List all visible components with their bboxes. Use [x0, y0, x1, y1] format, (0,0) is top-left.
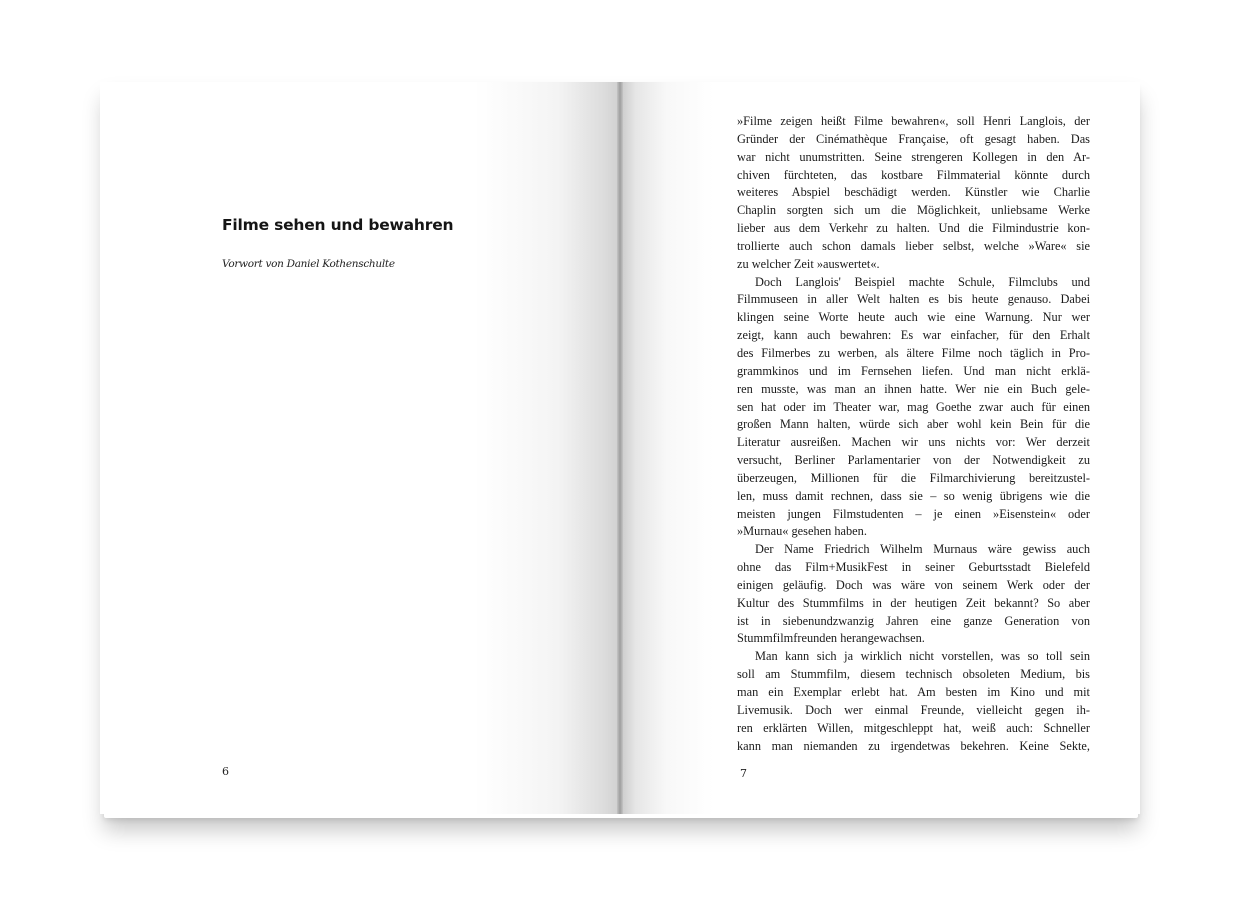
text-line: chiven fürchteten, das kostbare Filmmaterial könnte durch	[737, 167, 1090, 182]
foreword-byline: Vorwort von Daniel Kothenschulte	[222, 258, 395, 270]
text-line: ist in siebenundzwanzig Jahren eine ganze Generation von	[737, 613, 1090, 628]
text-line: Filmmuseen in aller Welt halten es bis heute genauso. Dabei	[737, 292, 1090, 307]
left-page	[100, 82, 620, 814]
text-line: ren erklärten Willen, mitgeschleppt hat, weiß auch: Schneller	[737, 720, 1090, 735]
right-page	[620, 82, 1140, 814]
text-line: Livemusik. Doch wer einmal Freunde, vielleicht gegen ih-	[737, 702, 1090, 717]
text-line: kann man niemanden zu irgendetwas bekehren. Keine Sekte,	[737, 738, 1090, 753]
body-text	[737, 113, 1090, 755]
text-line: Man kann sich ja wirklich nicht vorstellen, was so toll sein	[755, 649, 1090, 664]
text-line: Doch Langlois' Beispiel machte Schule, Filmclubs und	[755, 274, 1090, 289]
text-line: zeigt, kann auch bewahren: Es war einfacher, für den Erhalt	[737, 328, 1090, 343]
text-line: Gründer der Cinémathèque Française, oft gesagt haben. Das	[737, 131, 1090, 146]
text-line: Stummfilmfreunden herangewachsen.	[737, 631, 925, 646]
text-line: grammkinos und im Fernsehen liefen. Und man nicht erklä-	[737, 363, 1090, 378]
text-line: »Filme zeigen heißt Filme bewahren«, soll Henri Langlois, der	[737, 114, 1090, 128]
text-line: des Filmerbes zu werben, als ältere Filme noch täglich in Pro-	[737, 345, 1090, 360]
text-line: einigen geläufig. Doch was wäre von seinem Werk oder der	[737, 577, 1090, 592]
text-line: len, muss damit rechnen, dass sie – so wenig übrigens wie die	[737, 488, 1090, 503]
page-number-right: 7	[740, 767, 747, 780]
text-line: Chaplin sorgten sich um die Möglichkeit, unliebsame Werke	[737, 203, 1090, 218]
text-line: klingen seine Worte heute auch wie eine Warnung. Nur wer	[737, 310, 1090, 325]
text-line: ren musste, was man an ihnen hatte. Wer nie ein Buch gele-	[737, 381, 1090, 396]
chapter-title: Filme sehen und bewahren	[222, 216, 454, 234]
text-line: großen Mann halten, würde sich aber wohl kein Bein für die	[737, 417, 1090, 432]
text-line: war nicht unumstritten. Seine strengeren Kollegen in den Ar-	[737, 149, 1090, 164]
text-line: Kultur des Stummfilms in der heutigen Zeit bekannt? So aber	[737, 595, 1090, 610]
text-line: weiteres Abspiel beschädigt werden. Künstler wie Charlie	[737, 185, 1090, 200]
text-line: soll am Stummfilm, diesem technisch obsoleten Medium, bis	[737, 667, 1090, 682]
text-line: ohne das Film+MusikFest in seiner Geburtsstadt Bielefeld	[737, 560, 1090, 575]
text-line: man ein Exemplar erlebt hat. Am besten im Kino und mit	[737, 685, 1090, 699]
text-line: Literatur ausreißen. Machen wir uns nichts vor: Wer derzeit	[737, 435, 1090, 450]
text-line: »Murnau« gesehen haben.	[737, 524, 867, 539]
text-line: versucht, Berliner Parlamentarier von der Notwendigkeit zu	[737, 453, 1090, 468]
text-line: überzeugen, Millionen für die Filmarchivierung bereitzustel-	[737, 470, 1090, 485]
text-line: lieber aus dem Verkehr zu halten. Und die Filmindustrie kon-	[737, 221, 1090, 236]
text-line: sen hat oder im Theater war, mag Goethe zwar auch für einen	[737, 399, 1090, 414]
text-line: trollierte auch schon damals lieber selbst, welche »Ware« sie	[737, 238, 1090, 253]
page-number-left: 6	[222, 765, 229, 778]
text-line: meisten jungen Filmstudenten – je einen »Eisenstein« oder	[737, 506, 1090, 521]
text-line: zu welcher Zeit »auswertet«.	[737, 256, 880, 271]
text-line: Der Name Friedrich Wilhelm Murnaus wäre gewiss auch	[755, 542, 1090, 557]
book-gutter	[617, 82, 623, 814]
